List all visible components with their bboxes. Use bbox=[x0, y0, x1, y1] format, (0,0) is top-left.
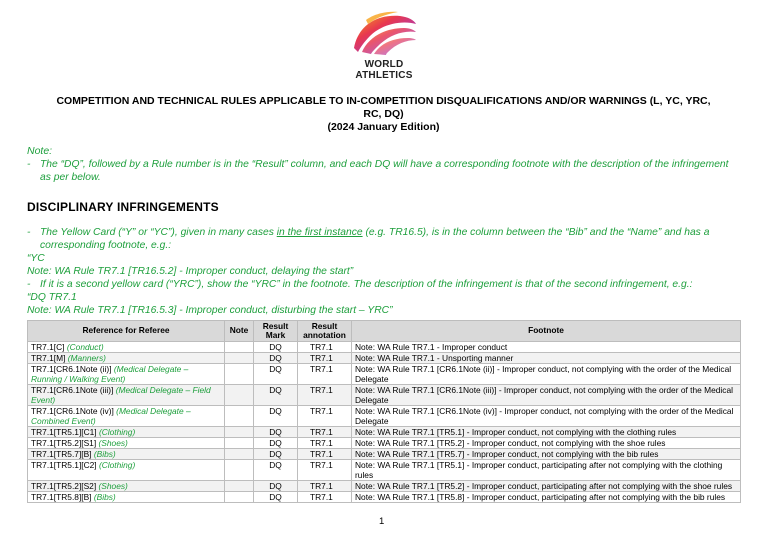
cell-result-annotation: TR7.1 bbox=[298, 385, 352, 406]
header-result-mark bbox=[254, 321, 298, 342]
logo-text-athletics: ATHLETICS bbox=[355, 70, 413, 81]
cell-reference bbox=[28, 406, 225, 427]
reference-description: (Shoes) bbox=[98, 481, 128, 491]
reference-code: TR7.1[TR5.2][S2] bbox=[31, 481, 99, 491]
title-line-1: COMPETITION AND TECHNICAL RULES APPLICABLE TO IN-COMPETITION DISQUALIFICATIONS AND/OR WARNINGS (L, YC, YRC, bbox=[56, 95, 711, 107]
rules-table-body bbox=[28, 342, 741, 503]
cell-note bbox=[225, 438, 254, 449]
world-athletics-logo bbox=[338, 8, 430, 80]
reference-code: TR7.1[TR5.1][C1] bbox=[31, 427, 99, 437]
cell-footnote: Note: WA Rule TR7.1 [TR5.1] - Improper conduct, not complying with the clothing rules bbox=[352, 427, 741, 438]
cell-reference bbox=[28, 353, 225, 364]
cell-footnote: Note: WA Rule TR7.1 - Unsporting manner bbox=[352, 353, 741, 364]
table-row bbox=[28, 481, 741, 492]
reference-code: TR7.1[TR5.2][S1] bbox=[31, 438, 99, 448]
title-line-2: RC, DQ) bbox=[363, 108, 404, 120]
cell-result-annotation: TR7.1 bbox=[298, 460, 352, 481]
bullet-1-text-pre: The Yellow Card (“Y” or “YC”), given in many cases bbox=[40, 227, 277, 238]
cell-result-annotation: TR7.1 bbox=[298, 481, 352, 492]
table-row bbox=[28, 364, 741, 385]
title-line-3: (2024 January Edition) bbox=[327, 121, 440, 133]
cell-note bbox=[225, 353, 254, 364]
cell-result-mark: DQ bbox=[254, 406, 298, 427]
reference-description: (Bibs) bbox=[93, 492, 116, 502]
cell-note bbox=[225, 449, 254, 460]
bullet-1-dash: - bbox=[27, 227, 31, 238]
cell-result-mark: DQ bbox=[254, 492, 298, 503]
bullet-1-text bbox=[40, 226, 742, 239]
cell-result-annotation: TR7.1 bbox=[298, 364, 352, 385]
cell-reference bbox=[28, 492, 225, 503]
cell-footnote: Note: WA Rule TR7.1 [TR5.1] - Improper conduct, participating after not complying with the clothing rules bbox=[352, 460, 741, 481]
section-heading: DISCIPLINARY INFRINGEMENTS bbox=[27, 200, 219, 214]
table-header-row bbox=[28, 321, 741, 342]
reference-code: TR7.1[M] bbox=[31, 353, 68, 363]
reference-code: TR7.1[CR6.1Note (ii)] bbox=[31, 364, 114, 374]
rules-table bbox=[27, 320, 741, 503]
cell-reference bbox=[28, 427, 225, 438]
cell-result-annotation: TR7.1 bbox=[298, 406, 352, 427]
cell-note bbox=[225, 481, 254, 492]
cell-footnote: Note: WA Rule TR7.1 [TR5.7] - Improper conduct, not complying with the bib rules bbox=[352, 449, 741, 460]
cell-footnote: Note: WA Rule TR7.1 [CR6.1Note (iv)] - Improper conduct, not complying with the order of the Medical Delegate bbox=[352, 406, 741, 427]
table-row bbox=[28, 438, 741, 449]
cell-note bbox=[225, 364, 254, 385]
cell-result-mark: DQ bbox=[254, 460, 298, 481]
note-label: Note: bbox=[27, 145, 53, 157]
cell-footnote: Note: WA Rule TR7.1 [CR6.1Note (iii)] - Improper conduct, not complying with the order of the Medical Delegate bbox=[352, 385, 741, 406]
cell-footnote: Note: WA Rule TR7.1 [TR5.2] - Improper conduct, not complying with the shoe rules bbox=[352, 438, 741, 449]
example-1-line-1: “YC bbox=[27, 253, 45, 264]
cell-result-annotation: TR7.1 bbox=[298, 438, 352, 449]
note-dash: - bbox=[27, 159, 31, 170]
example-2-line-2: Note: WA Rule TR7.1 [TR16.5.3] - Improper conduct, disturbing the start – YRC” bbox=[27, 305, 393, 316]
reference-description: (Medical Delegate – Field Event) bbox=[31, 385, 211, 405]
cell-result-mark: DQ bbox=[254, 427, 298, 438]
header-result-annotation-line-1: Result bbox=[311, 320, 338, 331]
table-row bbox=[28, 342, 741, 353]
header-result-annotation bbox=[298, 321, 352, 342]
cell-result-mark: DQ bbox=[254, 353, 298, 364]
cell-note bbox=[225, 406, 254, 427]
header-result-mark-line-1: Result bbox=[262, 320, 289, 331]
cell-result-annotation: TR7.1 bbox=[298, 449, 352, 460]
table-row bbox=[28, 427, 741, 438]
reference-description: (Manners) bbox=[67, 353, 106, 363]
cell-reference bbox=[28, 449, 225, 460]
example-2-line-1: “DQ TR7.1 bbox=[27, 292, 77, 303]
reference-description: (Clothing) bbox=[98, 427, 136, 437]
cell-result-mark: DQ bbox=[254, 438, 298, 449]
cell-reference bbox=[28, 438, 225, 449]
cell-reference bbox=[28, 481, 225, 492]
document-title bbox=[20, 95, 747, 134]
cell-reference bbox=[28, 342, 225, 353]
cell-footnote: Note: WA Rule TR7.1 [TR5.2] - Improper conduct, participating after not complying with the shoe rules bbox=[352, 481, 741, 492]
reference-code: TR7.1[CR6.1Note (iv)] bbox=[31, 406, 117, 416]
reference-code: TR7.1[C] bbox=[31, 342, 67, 352]
reference-code: TR7.1[TR5.1][C2] bbox=[31, 460, 99, 470]
cell-result-mark: DQ bbox=[254, 364, 298, 385]
reference-code: TR7.1[CR6.1Note (iii)] bbox=[31, 385, 116, 395]
logo-text-world: WORLD bbox=[364, 59, 404, 70]
table-row bbox=[28, 406, 741, 427]
cell-footnote: Note: WA Rule TR7.1 [TR5.8] - Improper conduct, participating after not complying with the bib rules bbox=[352, 492, 741, 503]
table-row bbox=[28, 460, 741, 481]
header-note: Note bbox=[225, 321, 254, 342]
header-result-mark-line-2: Mark bbox=[265, 330, 286, 340]
reference-description: (Medical Delegate – Running / Walking Event) bbox=[31, 364, 189, 384]
cell-result-mark: DQ bbox=[254, 449, 298, 460]
bullet-1-text-line-2: corresponding footnote, e.g.: bbox=[40, 240, 172, 251]
table-row bbox=[28, 492, 741, 503]
table-row bbox=[28, 449, 741, 460]
cell-result-mark: DQ bbox=[254, 481, 298, 492]
bullet-2-dash: - bbox=[27, 279, 31, 290]
cell-note bbox=[225, 385, 254, 406]
reference-code: TR7.1[TR5.8][B] bbox=[31, 492, 94, 502]
world-athletics-logo-icon bbox=[346, 8, 422, 56]
reference-code: TR7.1[TR5.7][B] bbox=[31, 449, 94, 459]
reference-description: (Conduct) bbox=[66, 342, 104, 352]
cell-reference bbox=[28, 385, 225, 406]
cell-result-annotation: TR7.1 bbox=[298, 492, 352, 503]
example-1-line-2: Note: WA Rule TR7.1 [TR16.5.2] - Improper conduct, delaying the start” bbox=[27, 266, 354, 277]
cell-note bbox=[225, 492, 254, 503]
bullet-1-text-underlined: in the first instance bbox=[276, 227, 363, 238]
cell-result-annotation: TR7.1 bbox=[298, 353, 352, 364]
note-text-line-1: The “DQ”, followed by a Rule number is in the “Result” column, and each DQ will have a corresponding footnote with the description of the infringement bbox=[40, 159, 729, 170]
cell-footnote: Note: WA Rule TR7.1 [CR6.1Note (ii)] - Improper conduct, not complying with the order of the Medical Delegate bbox=[352, 364, 741, 385]
bullet-2-text: If it is a second yellow card (“YRC”), show the “YRC” in the footnote. The description of the infringement is that of the second infringement, e.g.: bbox=[40, 279, 693, 290]
cell-reference bbox=[28, 364, 225, 385]
cell-result-mark: DQ bbox=[254, 385, 298, 406]
cell-result-annotation: TR7.1 bbox=[298, 342, 352, 353]
header-result-annotation-line-2: annotation bbox=[303, 330, 346, 340]
reference-description: (Shoes) bbox=[98, 438, 128, 448]
reference-description: (Clothing) bbox=[98, 460, 136, 470]
reference-description: (Bibs) bbox=[93, 449, 116, 459]
table-row bbox=[28, 385, 741, 406]
cell-footnote: Note: WA Rule TR7.1 - Improper conduct bbox=[352, 342, 741, 353]
cell-result-annotation: TR7.1 bbox=[298, 427, 352, 438]
note-text-line-2: as per below. bbox=[40, 172, 101, 183]
page-number: 1 bbox=[379, 516, 385, 527]
header-footnote: Footnote bbox=[352, 321, 741, 342]
bullet-1-text-post: (e.g. TR16.5), is in the column between the “Bib” and the “Name” and has a bbox=[362, 227, 710, 238]
header-reference: Reference for Referee bbox=[28, 321, 225, 342]
cell-note bbox=[225, 427, 254, 438]
cell-note bbox=[225, 342, 254, 353]
reference-description: (Medical Delegate – Combined Event) bbox=[31, 406, 191, 426]
cell-note bbox=[225, 460, 254, 481]
cell-reference bbox=[28, 460, 225, 481]
cell-result-mark: DQ bbox=[254, 342, 298, 353]
table-row bbox=[28, 353, 741, 364]
